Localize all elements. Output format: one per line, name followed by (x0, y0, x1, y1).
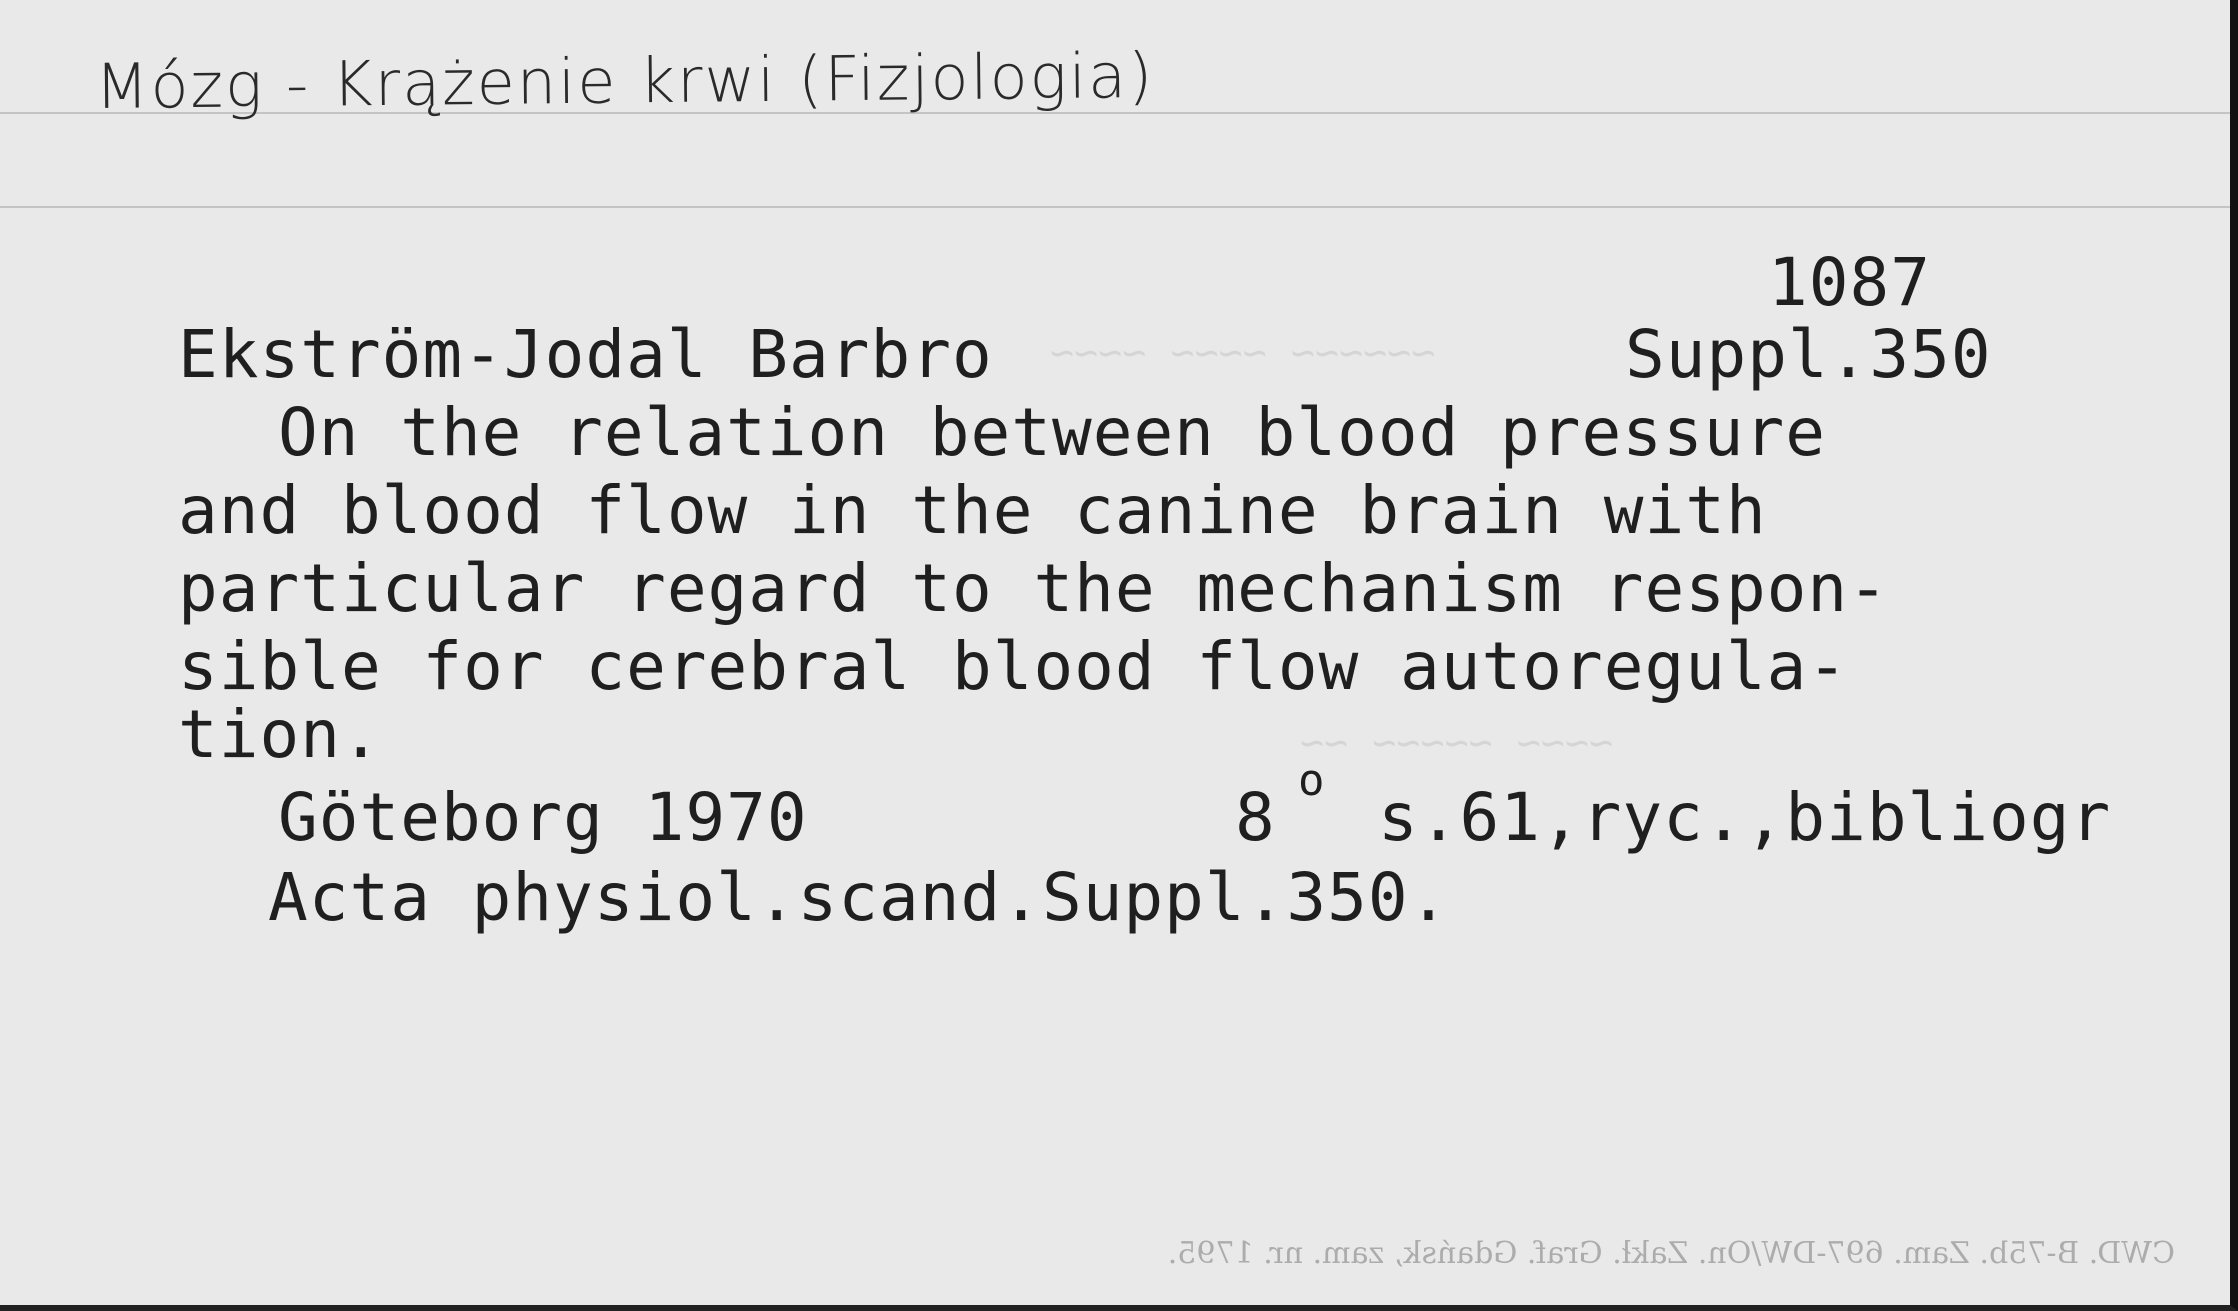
title-line: and blood flow in the canine brain with (178, 472, 1767, 549)
series-number: Suppl.350 (1625, 316, 1992, 393)
physical-description: s.61,ryc.,bibliogr (1378, 779, 2112, 856)
imprint-place-year: Göteborg 1970 (278, 779, 808, 856)
title-line: On the relation between blood pressure (278, 394, 1826, 471)
call-number: 1087 (1768, 244, 1931, 321)
show-through-text: ~~~~ ~~~~~ ~~ (1300, 720, 1614, 766)
author-name: Ekström-Jodal Barbro (178, 316, 993, 393)
ruled-line (0, 206, 2230, 208)
subject-heading: Mózg - Krążenie krwi (Fizjologia) (94, 38, 1155, 123)
format-degree: o (1298, 755, 1325, 806)
printer-imprint: CWD. B-75b. Zam. 697-DW/On. Zakł. Graf. Gdańsk, zam. nr. 1795. (1167, 1236, 2175, 1271)
format-number: 8 (1235, 779, 1276, 856)
title-line: tion. (178, 696, 382, 773)
title-line: sible for cerebral blood flow autoregula- (178, 628, 1849, 705)
title-line: particular regard to the mechanism respon- (178, 550, 1889, 627)
series-statement: Acta physiol.scand.Suppl.350. (268, 859, 1450, 936)
show-through-text: ~~~~~~ ~~~~ ~~~~ (1050, 330, 1436, 376)
